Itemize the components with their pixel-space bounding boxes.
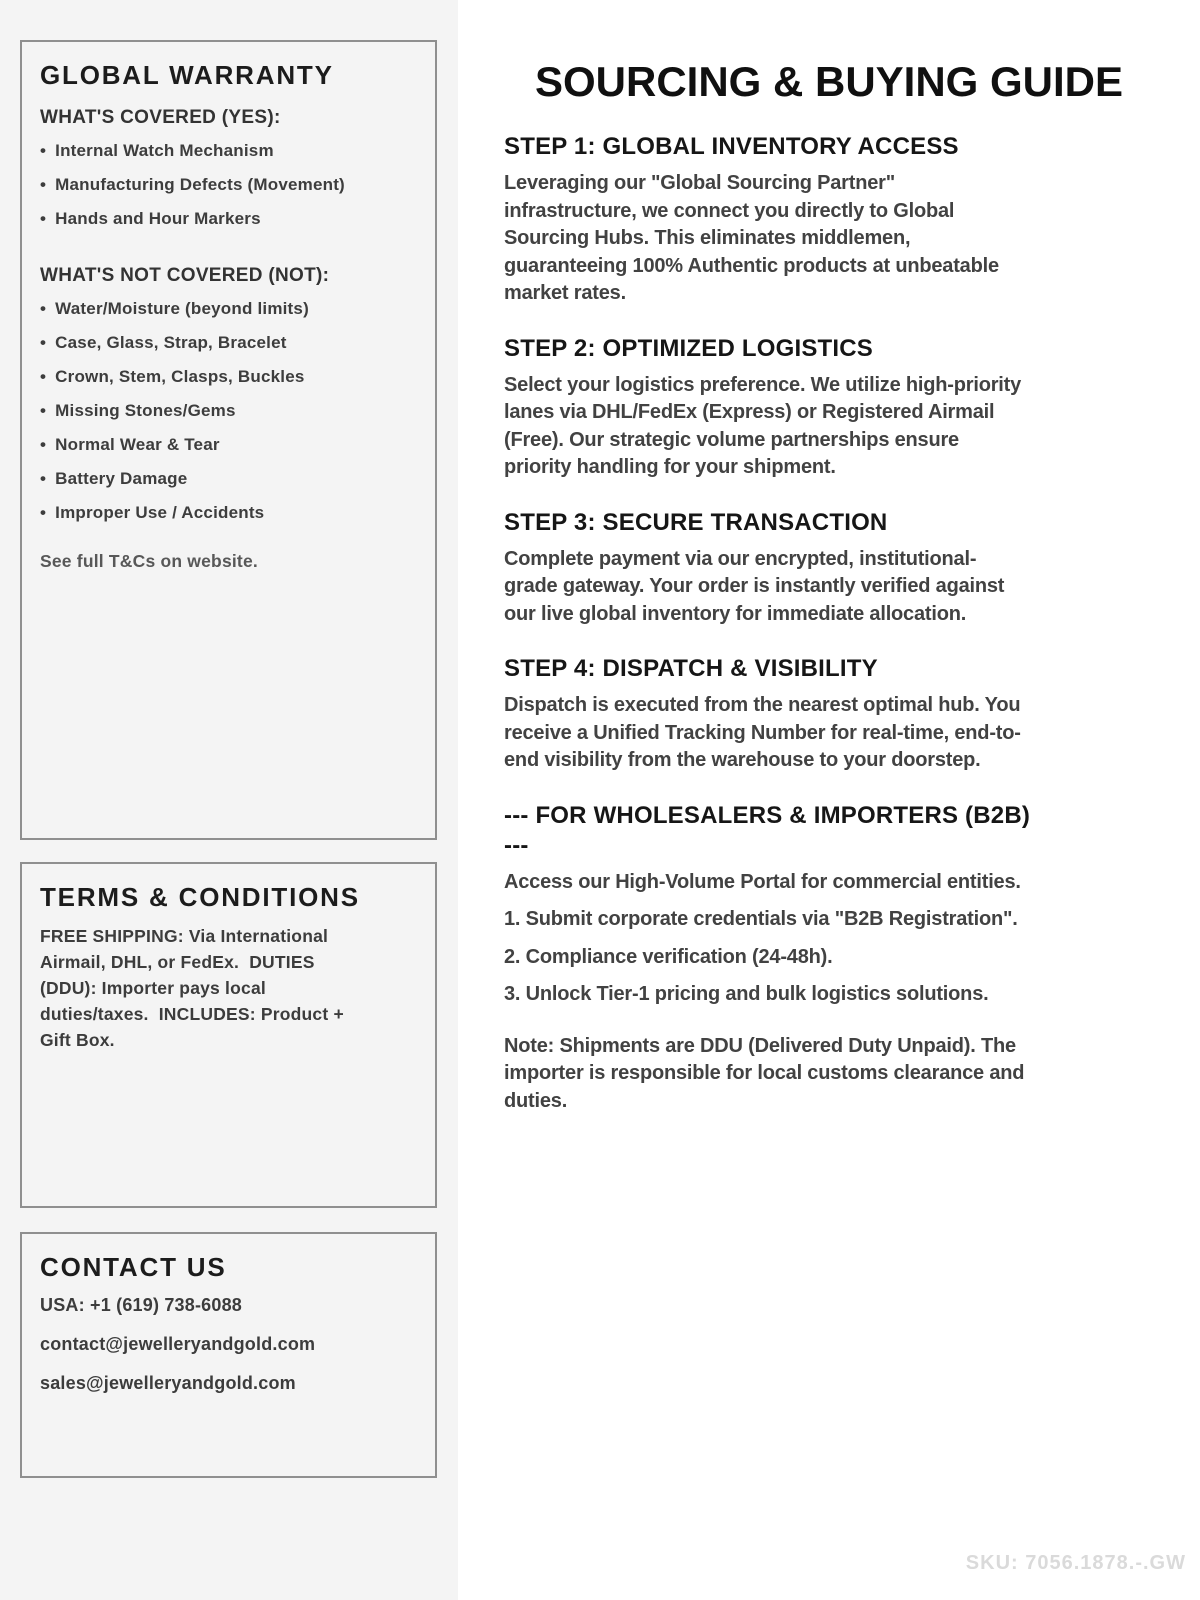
- list-item: • Improper Use / Accidents: [40, 503, 417, 523]
- terms-box: [20, 862, 437, 1208]
- warranty-footnote: See full T&Cs on website.: [40, 551, 258, 571]
- contact-email-sales: sales@jewelleryandgold.com: [40, 1373, 296, 1393]
- b2b-note: Note: Shipments are DDU (Delivered Duty Unpaid). The importer is responsible for local customs clearance and duties.: [504, 1034, 1025, 1112]
- terms-body: FREE SHIPPING: Via International Airmail, DHL, or FedEx. DUTIES (DDU): Importer pays local duties/taxes. INCLUDES: Product + Gift Box.: [40, 926, 349, 1050]
- terms-title: TERMS & CONDITIONS: [40, 882, 360, 912]
- sidebar: [0, 0, 458, 1600]
- step-2-body: Select your logistics preference. We utilize high-priority lanes via DHL/FedEx (Express) or Registered Airmail (Free). Our strategic volume partnerships ensure priority handling for your shipment.: [504, 373, 1022, 478]
- step-4-body: Dispatch is executed from the nearest optimal hub. You receive a Unified Tracking Number for real-time, end-to-end visibility from the warehouse to your doorstep.: [504, 694, 1021, 771]
- contact-email-primary: contact@jewelleryandgold.com: [40, 1334, 316, 1354]
- guide-content: [504, 132, 1044, 1115]
- step-3-section: [504, 508, 1044, 629]
- not-covered-list: [40, 299, 417, 523]
- main-content: [458, 0, 1200, 1600]
- contact-box: [20, 1232, 437, 1478]
- step-4-heading: STEP 4: DISPATCH & VISIBILITY: [504, 655, 878, 682]
- list-item: • Crown, Stem, Clasps, Buckles: [40, 367, 417, 387]
- step-4-section: [504, 654, 1044, 775]
- step-1-heading: STEP 1: GLOBAL INVENTORY ACCESS: [504, 133, 959, 160]
- list-item: • Hands and Hour Markers: [40, 209, 417, 229]
- step-1-section: [504, 132, 1044, 308]
- warranty-title: GLOBAL WARRANTY: [40, 60, 334, 90]
- step-3-body: Complete payment via our encrypted, institutional-grade gateway. Your order is instantly verified against our live global inventory for immediate allocation.: [504, 547, 1005, 625]
- step-3-heading: STEP 3: SECURE TRANSACTION: [504, 508, 888, 536]
- b2b-heading: --- FOR WHOLESALERS & IMPORTERS (B2B) ---: [504, 801, 1031, 859]
- warranty-box: [20, 40, 437, 840]
- list-item: • Case, Glass, Strap, Bracelet: [40, 333, 417, 353]
- covered-heading: WHAT'S COVERED (YES):: [40, 107, 281, 128]
- covered-list: [40, 141, 417, 229]
- b2b-item-3: 3. Unlock Tier-1 pricing and bulk logistics solutions.: [504, 983, 989, 1005]
- list-item: • Internal Watch Mechanism: [40, 141, 417, 161]
- list-item: • Manufacturing Defects (Movement): [40, 175, 417, 195]
- list-item: • Missing Stones/Gems: [40, 401, 417, 421]
- not-covered-heading: WHAT'S NOT COVERED (NOT):: [40, 265, 330, 286]
- contact-title: CONTACT US: [40, 1252, 227, 1282]
- contact-phone: USA: +1 (619) 738-6088: [40, 1295, 243, 1315]
- b2b-section: [504, 801, 1044, 1116]
- list-item: • Battery Damage: [40, 469, 417, 489]
- page-title: SOURCING & BUYING GUIDE: [534, 58, 1124, 105]
- list-item: • Water/Moisture (beyond limits): [40, 299, 417, 319]
- b2b-intro: Access our High-Volume Portal for commercial entities.: [504, 870, 1021, 893]
- b2b-item-2: 2. Compliance verification (24-48h).: [504, 945, 833, 968]
- step-2-heading: STEP 2: OPTIMIZED LOGISTICS: [504, 334, 873, 362]
- b2b-item-1: 1. Submit corporate credentials via "B2B Registration".: [504, 908, 1018, 930]
- step-2-section: [504, 334, 1044, 482]
- step-1-body: Leveraging our "Global Sourcing Partner" infrastructure, we connect you directly to Global Sourcing Hubs. This eliminates middlemen, guaranteeing 100% Authentic products at unbeatable market rates.: [504, 172, 999, 304]
- sku-label: SKU: 7056.1878.-.GW: [965, 1552, 1186, 1574]
- list-item: • Normal Wear & Tear: [40, 435, 417, 455]
